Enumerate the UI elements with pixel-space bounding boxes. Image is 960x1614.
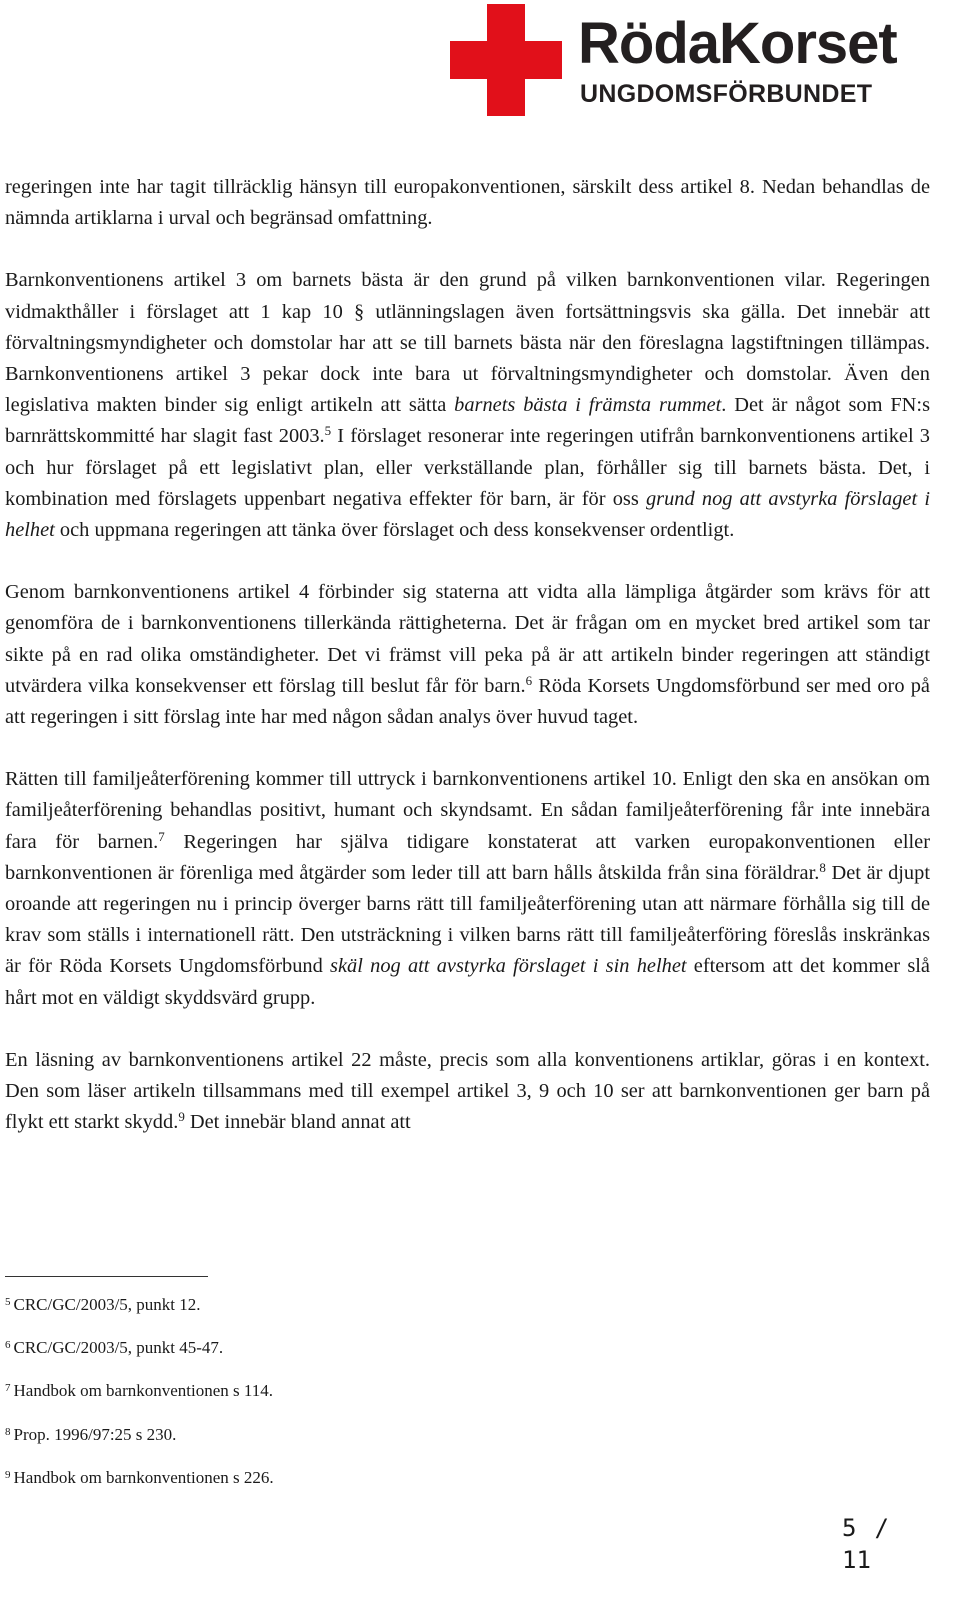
text-run: regeringen inte har tagit tillräcklig hänsyn till europakonventionen, särskilt dess artikel 8. Nedan behandlas de nämnda artiklarna i urval och begränsad omfattning. xyxy=(5,176,930,230)
emphasis-text: skäl nog att avstyrka förslaget i sin helhet xyxy=(330,955,687,978)
footnote-text: CRC/GC/2003/5, punkt 45-47. xyxy=(13,1338,224,1358)
page-total: 11 xyxy=(842,1546,871,1574)
paragraph xyxy=(5,764,930,1014)
footnote-reference: 8 xyxy=(819,859,826,875)
header-logo xyxy=(440,0,940,118)
text-run: Rätten till familjeåterförening kommer till uttryck i barnkonventionens artikel 10. Enligt den ska en ansökan om familjeåterförening behandlas positivt, humant och skyndsamt. En sådan familjeåterförening får inte innebära fara för barnen. xyxy=(5,768,930,853)
body-text xyxy=(5,172,930,1169)
footnote xyxy=(5,1466,605,1509)
footnote-reference: 7 xyxy=(158,828,165,844)
paragraph xyxy=(5,265,930,546)
footnotes xyxy=(5,1293,605,1509)
footnote xyxy=(5,1379,605,1422)
text-run: Genom barnkonventionens artikel 4 förbinder sig staterna att vidta alla lämpliga åtgärder som krävs för att genomföra de i barnkonventionens tillerkända rättigheterna. Det är frågan om en mycket bred artikel som tar sikte på en rad olika omständigheter. Det vi främst vill peka på är att artikeln binder regeringen att ständigt utvärdera vilka konsekvenser ett förslag till beslut får för barn. xyxy=(5,581,930,697)
footnote-reference: 6 xyxy=(525,672,533,688)
footnote-reference: 9 xyxy=(178,1109,185,1125)
text-run: En läsning av barnkonventionens artikel 22 måste, precis som alla konventionens artiklar, göras i en kontext. Den som läser artikeln tillsammans med till exempel artikel 3, 9 och 10 ser att barnkonventionen ger barn på flykt ett starkt skydd. xyxy=(5,1048,930,1134)
paragraph xyxy=(5,172,930,234)
footnote-number: 9 xyxy=(5,1468,11,1481)
footnote-text: Handbok om barnkonventionen s 114. xyxy=(13,1381,274,1401)
logo-subtitle-text: UNGDOMSFÖRBUNDET xyxy=(580,80,873,108)
text-run: eftersom att det kommer slå hårt mot en väldigt skyddsvärd grupp. xyxy=(5,955,930,1009)
page-number xyxy=(842,1512,902,1576)
text-run: och uppmana regeringen att tänka över förslaget och dess konsekvenser ordentligt. xyxy=(54,519,735,542)
text-run: Röda Korsets Ungdomsförbund ser med oro på att regeringen i sitt förslag inte har med någon sådan analys över huvud taget. xyxy=(5,674,930,729)
footnote xyxy=(5,1423,605,1466)
text-run: I förslaget resonerar inte regeringen utifrån barnkonventionens artikel 3 och hur förslaget på ett legislativt plan, eller verkställande plan, förhåller sig till barnets bästa. Det, i kombination med förslagets uppenbart negativa effekter för barn, är för oss xyxy=(5,425,930,510)
paragraph xyxy=(5,1045,930,1139)
footnote-number: 6 xyxy=(5,1339,11,1352)
footnote-number: 7 xyxy=(5,1382,11,1395)
emphasis-text: barnets bästa i främsta rummet xyxy=(454,394,722,417)
footnote-text: Handbok om barnkonventionen s 226. xyxy=(13,1467,274,1487)
text-run: Regeringen har själva tidigare konstaterat att varken europakonventionen eller barnkonventionen är förenliga med åtgärder som leder till att barn hålls åtskilda från sina föräldrar. xyxy=(5,830,930,884)
footnote xyxy=(5,1293,605,1336)
text-run: Det är djupt oroande att regeringen nu i princip överger barns rätt till familjeåterförening utan att närmare förhålla sig till de krav som ställs i internationell rätt. Den utsträckning i vilken barns rätt till familjeåterföring föreslås inskränkas är för Röda Korsets Ungdomsförbund xyxy=(5,861,930,978)
footnote-number: 5 xyxy=(5,1296,11,1308)
text-run: . Det är något som FN:s barnrättskommitté har slagit fast 2003. xyxy=(5,394,931,448)
emphasis-text: grund nog att avstyrka förslaget i helhet xyxy=(5,487,930,542)
text-run: Barnkonventionens artikel 3 om barnets bästa är den grund på vilken barnkonventionen vilar. Regeringen vidmakthåller i förslaget att 1 kap 10 § utlänningslagen även fortsättningsvis ska gälla. Det innebär att förvaltningsmyndigheter och domstolar har att se till barnets bästa när den föreslagna lagstiftningen tillämpas. Barnkonventionens artikel 3 pekar dock inte bara ut förvaltningsmyndigheter och domstolar. Även den legislativa makten binder sig enligt artikeln att sätta xyxy=(5,269,930,417)
footnote xyxy=(5,1336,605,1379)
footnote-divider xyxy=(5,1276,208,1277)
footnote-text: CRC/GC/2003/5, punkt 12. xyxy=(13,1295,201,1314)
page-separator: / xyxy=(874,1514,889,1542)
page-current: 5 xyxy=(842,1514,857,1542)
red-cross-bar-horizontal xyxy=(450,41,562,79)
footnote-reference: 5 xyxy=(324,423,332,439)
red-cross-icon xyxy=(450,4,562,116)
logo-brand-text: RödaKorset xyxy=(578,11,897,76)
paragraph xyxy=(5,577,930,733)
text-run: Det innebär bland annat att xyxy=(184,1111,411,1134)
footnote-text: Prop. 1996/97:25 s 230. xyxy=(13,1424,177,1444)
footnote-number: 8 xyxy=(5,1425,11,1438)
